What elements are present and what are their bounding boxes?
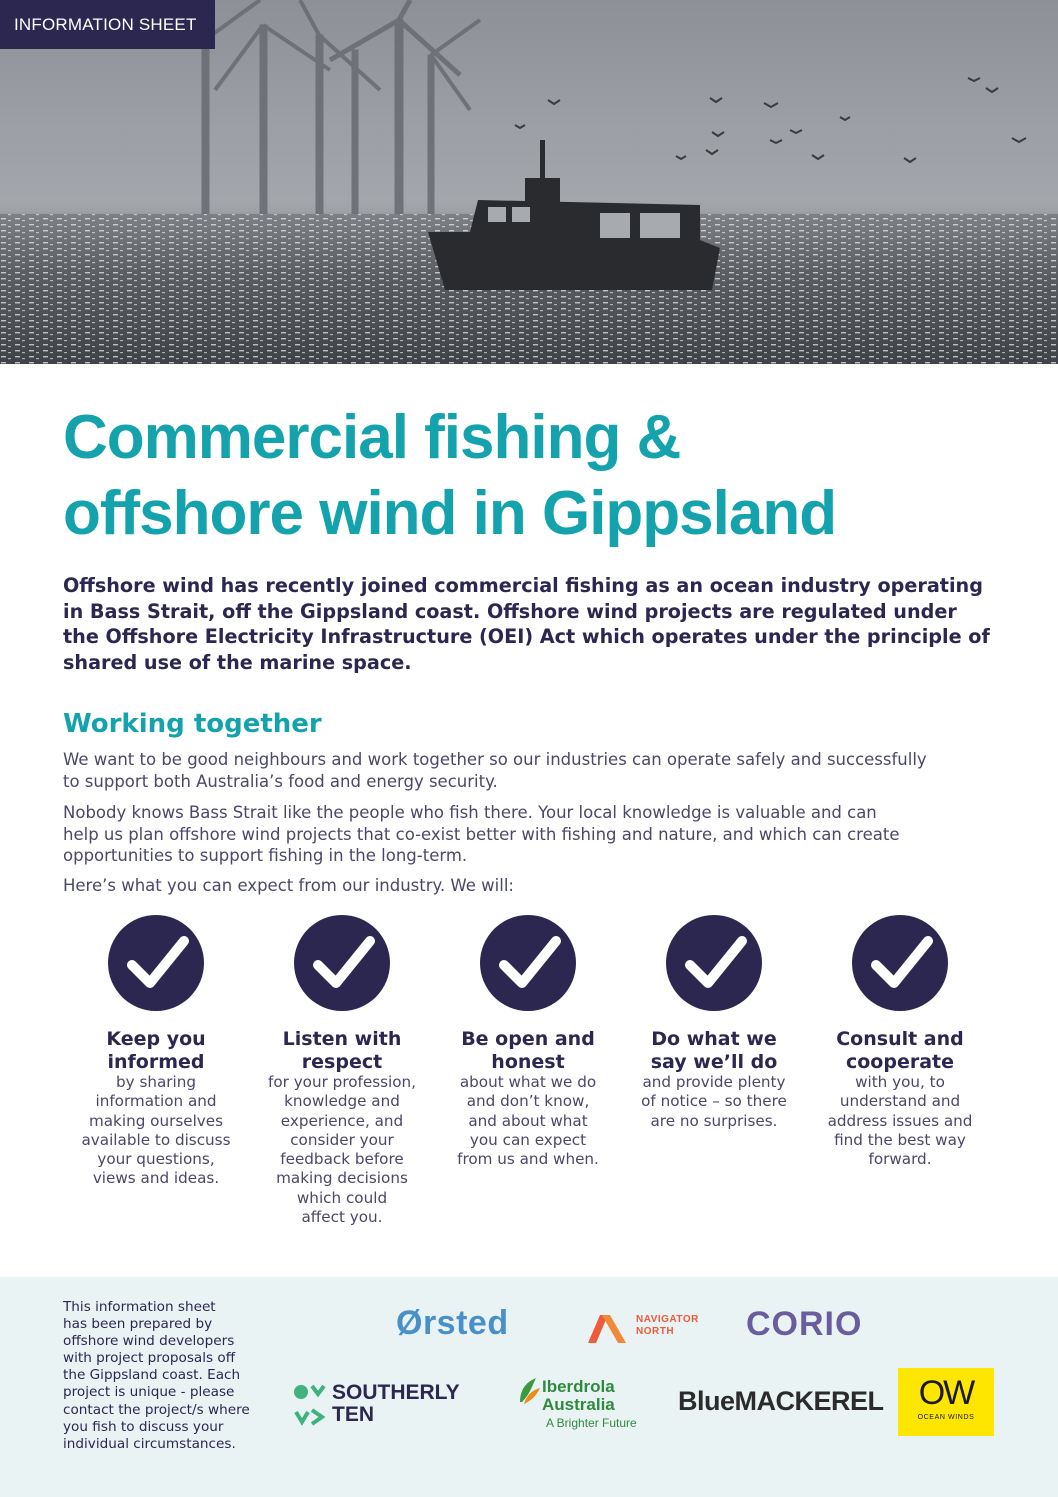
commitment-desc-line: knowledge and: [284, 1092, 400, 1111]
commitment-description: [624, 1073, 804, 1131]
commitment-description: [252, 1073, 432, 1227]
commitment-title: [66, 1028, 246, 1073]
commitment-title-line: say we’ll do: [650, 1050, 778, 1073]
section-heading: Working together: [63, 709, 322, 739]
commitment-desc-line: and about what: [468, 1111, 588, 1130]
commitment-title-line: honest: [491, 1050, 565, 1073]
page-title: [63, 400, 1023, 552]
ocean-winds-name: OCEAN WINDS: [917, 1414, 975, 1421]
bluemackerel-logo: BlueMACKEREL: [678, 1386, 884, 1416]
southerly-ten-icon: [292, 1382, 330, 1428]
body-line: help us plan offshore wind projects that co-exist better with fishing and nature, and which can create: [63, 824, 900, 844]
commitment-desc-line: making decisions: [276, 1169, 408, 1188]
logo-line: NAVIGATOR: [636, 1314, 699, 1325]
intro-paragraph: [63, 573, 993, 675]
iberdrola-leaf-icon: [516, 1376, 542, 1406]
logo-line: Australia: [542, 1395, 615, 1414]
checkmark-icon: [852, 915, 948, 1011]
logo-line: NORTH: [636, 1326, 675, 1337]
commitment-item: [66, 915, 246, 1189]
commitment-title-line: Be open and: [461, 1028, 595, 1050]
information-sheet-tag: INFORMATION SHEET: [0, 0, 215, 49]
iberdrola-text: [542, 1378, 615, 1414]
intro-line: in Bass Strait, off the Gippsland coast. Offshore wind projects are regulated under: [63, 599, 957, 623]
footer-line: has been prepared by: [63, 1316, 213, 1333]
checkmark-icon: [294, 915, 390, 1011]
body-line: Nobody knows Bass Strait like the people who fish there. Your local knowledge is valuable and can: [63, 803, 877, 822]
ocean-winds-logo: [898, 1368, 994, 1436]
iberdrola-australia-logo: [516, 1376, 646, 1436]
commitment-desc-line: understand and: [839, 1092, 961, 1111]
commitment-desc-line: address issues and: [827, 1111, 973, 1130]
title-line: offshore wind in Gippsland: [63, 479, 837, 548]
commitment-desc-line: information and: [95, 1092, 217, 1111]
commitment-title-line: Listen with: [282, 1028, 402, 1050]
footer-line: you fish to discuss your: [63, 1418, 224, 1435]
body-line: We want to be good neighbours and work together so our industries can operate safely and successfully: [63, 750, 927, 769]
commitment-desc-line: making ourselves: [88, 1111, 224, 1130]
commitment-desc-line: you can expect: [469, 1130, 587, 1149]
checkmark-icon: [480, 915, 576, 1011]
checkmark-icon: [666, 915, 762, 1011]
commitment-item: [624, 915, 804, 1131]
commitment-desc-line: by sharing: [115, 1073, 197, 1091]
body-line: to support both Australia’s food and energy security.: [63, 771, 498, 791]
commitment-title-line: Keep you: [106, 1028, 206, 1050]
commitment-desc-line: affect you.: [301, 1208, 383, 1227]
commitment-title: [810, 1028, 990, 1073]
commitment-desc-line: available to discuss: [81, 1130, 231, 1149]
footer-disclaimer: [63, 1299, 268, 1453]
orsted-logo: Ørsted: [396, 1304, 509, 1342]
body-line: opportunities to support fishing in the long-term.: [63, 846, 468, 865]
commitment-title: [438, 1028, 618, 1073]
commitment-desc-line: with you, to: [855, 1073, 945, 1091]
logo-line: SOUTHERLY: [332, 1381, 460, 1404]
commitment-description: [810, 1073, 990, 1169]
corio-logo: CORIO: [746, 1305, 863, 1343]
commitment-desc-line: views and ideas.: [92, 1169, 220, 1188]
commitment-desc-line: which could: [296, 1188, 388, 1207]
logo-line: Iberdrola: [542, 1377, 615, 1396]
commitment-title: [624, 1028, 804, 1073]
footer-line: contact the project/s where: [63, 1401, 250, 1418]
body-paragraph: [63, 749, 998, 792]
footer-line: the Gippsland coast. Each: [63, 1367, 241, 1384]
intro-line: Offshore wind has recently joined commercial fishing as an ocean industry operating: [63, 574, 983, 597]
footer-line: offshore wind developers: [63, 1333, 235, 1350]
footer-line: This information sheet: [63, 1299, 216, 1315]
commitment-desc-line: forward.: [868, 1150, 932, 1169]
commitment-desc-line: from us and when.: [457, 1150, 599, 1169]
commitment-desc-line: consider your: [290, 1130, 394, 1149]
navigator-north-logo: [586, 1311, 706, 1345]
commitment-desc-line: experience, and: [280, 1111, 404, 1130]
commitment-title-line: Consult and: [836, 1028, 964, 1050]
commitment-desc-line: for your profession,: [267, 1073, 416, 1091]
southerly-ten-logo: [292, 1382, 482, 1428]
commitment-desc-line: are no surprises.: [650, 1111, 778, 1130]
commitment-title-line: respect: [301, 1050, 383, 1073]
body-paragraph: Here’s what you can expect from our industry. We will:: [63, 876, 514, 895]
footer-line: individual circumstances.: [63, 1435, 236, 1452]
commitment-title-line: Do what we: [651, 1028, 777, 1050]
logo-line: TEN: [332, 1403, 374, 1426]
ocean-winds-mark: OW: [918, 1374, 974, 1412]
commitment-desc-line: feedback before: [280, 1150, 404, 1169]
hero-photo-illustration: [0, 0, 1058, 364]
commitment-item: [252, 915, 432, 1227]
commitment-title: [252, 1028, 432, 1073]
commitment-desc-line: and don’t know,: [466, 1092, 590, 1111]
navigator-north-text: [636, 1314, 699, 1338]
checkmark-icon: [108, 915, 204, 1011]
intro-line: the Offshore Electricity Infrastructure (OEI) Act which operates under the principle of: [63, 625, 990, 648]
commitment-title-line: informed: [107, 1050, 205, 1073]
footer-line: project is unique - please: [63, 1384, 235, 1401]
commitment-desc-line: find the best way: [834, 1130, 966, 1149]
footer-line: with project proposals off: [63, 1350, 236, 1367]
commitment-description: [66, 1073, 246, 1189]
commitment-item: [438, 915, 618, 1169]
commitment-desc-line: your questions,: [97, 1150, 215, 1169]
intro-line: shared use of the marine space.: [63, 650, 412, 674]
iberdrola-tagline: A Brighter Future: [546, 1416, 637, 1430]
commitment-desc-line: and provide plenty: [642, 1073, 786, 1091]
commitment-desc-line: about what we do: [459, 1073, 597, 1091]
navigator-north-icon: [586, 1311, 630, 1345]
southerly-ten-text: [332, 1382, 460, 1426]
commitment-item: [810, 915, 990, 1169]
title-line: Commercial fishing &: [63, 403, 681, 472]
body-paragraph: [63, 802, 998, 867]
commitment-desc-line: of notice – so there: [641, 1092, 787, 1111]
commitment-title-line: cooperate: [845, 1050, 955, 1073]
commitment-description: [438, 1073, 618, 1169]
hero-image: [0, 0, 1058, 364]
